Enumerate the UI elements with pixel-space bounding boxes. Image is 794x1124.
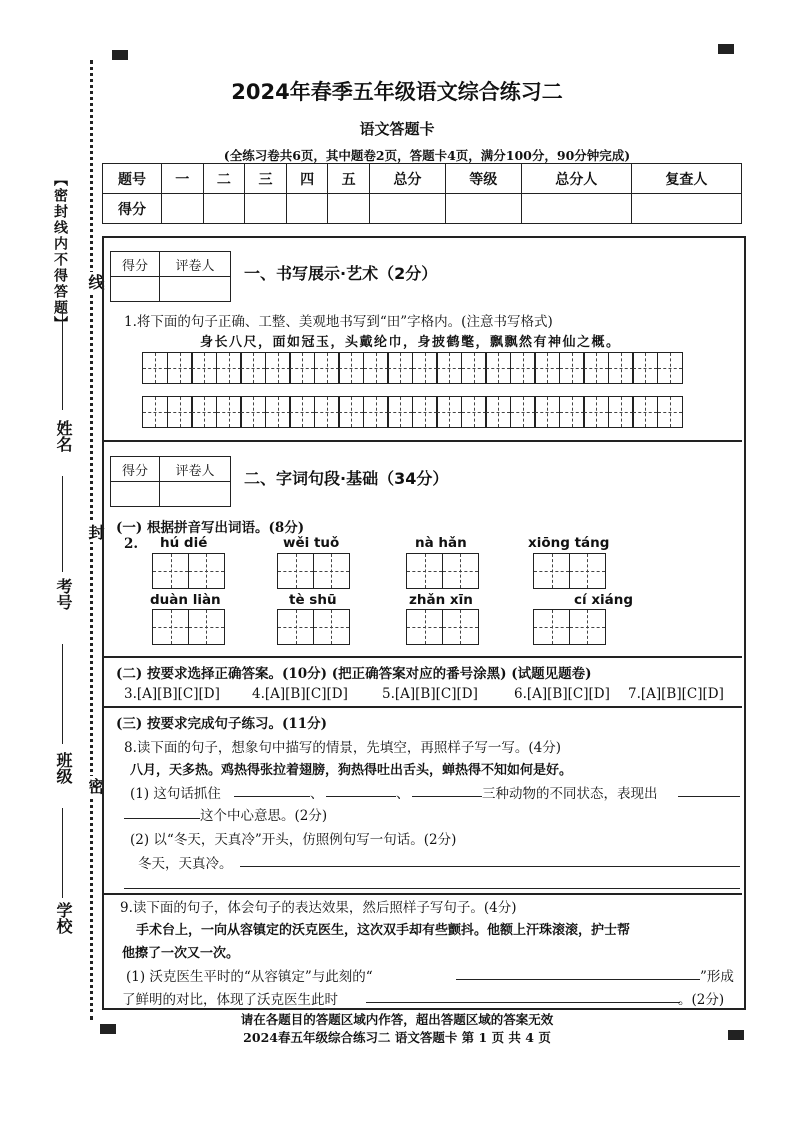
score-header-cell: 等级 [445,164,521,194]
section2-score-box [110,456,231,507]
tian-cell[interactable] [632,396,658,428]
score-cell[interactable] [245,194,287,224]
section-divider [104,440,742,442]
score-header-cell: 三 [245,164,287,194]
part-1-heading: (一) 根据拼音写出词语。(8分) [116,520,305,536]
score-cell[interactable] [162,194,204,224]
section1-score-field[interactable] [111,277,160,302]
tian-cell[interactable] [632,352,658,384]
q8-1-sep: 、 [310,786,324,802]
question-1-sentence: 身长八尺，面如冠玉，头戴纶巾，身披鹤氅，飘飘然有神仙之概。 [200,335,621,350]
tian-cell[interactable] [485,396,511,428]
word-answer-grid[interactable] [533,553,604,589]
q9-1-suffix: 。(2分) [678,992,725,1008]
tian-cell[interactable] [338,396,364,428]
word-answer-grid[interactable] [152,609,223,645]
question-8-text: 八月，天多热。鸡热得张拉着翅膀，狗热得吐出舌头，蝉热得不知如何是好。 [130,763,573,778]
score-cell[interactable] [286,194,328,224]
q8-2-prompt: (2) 以“冬天，天真冷”开头，仿照例句写一句话。(2分) [130,832,457,848]
tian-cell[interactable] [657,352,683,384]
q8-blank-theme-cont[interactable] [124,818,200,819]
question-2-number: 2. [124,536,139,552]
tian-cell[interactable] [461,396,487,428]
class-label: 班级 [54,752,73,784]
q8-2-start: 冬天，天真冷。 [138,856,233,872]
tian-cell[interactable] [167,396,193,428]
section1-grader-field[interactable] [160,277,231,302]
section-divider [104,893,742,895]
q8-1-suffix: 这个中心意思。(2分) [200,808,328,824]
score-row-label: 得分 [103,194,162,224]
score-header-cell: 复查人 [631,164,741,194]
grader-box-label: 评卷人 [160,457,231,482]
question-9-text-2: 他擦了一次又一次。 [122,946,240,961]
section1-score-box [110,251,231,302]
tian-cell[interactable] [167,352,193,384]
pinyin-label: hú dié [160,535,208,551]
class-field[interactable] [62,644,63,744]
tian-cell[interactable] [510,396,536,428]
tian-cell[interactable] [142,396,168,428]
question-1: 1.将下面的句子正确、工整、美观地书写到“田”字格内。(注意书写格式) [124,314,553,330]
q8-1-mid: 三种动物的不同状态，表现出 [482,786,658,802]
seal-word-xian: 线 [86,274,105,290]
score-header-cell: 总分 [369,164,445,194]
corner-marker-top-left [112,50,128,60]
pinyin-label: duàn liàn [150,592,221,608]
q9-blank-mood[interactable] [366,1002,680,1003]
tian-cell[interactable] [240,396,266,428]
tian-cell[interactable] [265,396,291,428]
q8-blank-theme[interactable] [678,796,740,797]
q9-1-prefix: (1) 沃克医生平时的“从容镇定”与此刻的“ [126,969,373,985]
q9-blank-now[interactable] [456,979,700,980]
tian-grid-row-1[interactable] [142,352,681,384]
tian-cell[interactable] [216,396,242,428]
choice-3[interactable]: 3.[A][B][C][D] [124,686,220,702]
tian-cell[interactable] [412,396,438,428]
word-answer-grid[interactable] [406,609,477,645]
score-cell[interactable] [328,194,370,224]
tian-cell[interactable] [583,396,609,428]
choice-4[interactable]: 4.[A][B][C][D] [252,686,348,702]
score-header-cell: 题号 [103,164,162,194]
footer-info: 2024春五年级综合练习二 语文答题卡 第 1 页 共 4 页 [243,1030,551,1045]
seal-note: 【密封线内不得答题】 [52,172,68,332]
score-header-cell: 总分人 [521,164,631,194]
q8-blank-animal-2[interactable] [326,796,396,797]
section2-heading: 二、字词句段·基础（34分） [244,469,449,488]
score-cell[interactable] [631,194,741,224]
word-answer-grid[interactable] [406,553,477,589]
tian-cell[interactable] [240,352,266,384]
tian-cell[interactable] [363,396,389,428]
tian-cell[interactable] [559,396,585,428]
tian-cell[interactable] [534,352,560,384]
tian-cell[interactable] [191,352,217,384]
card-subtitle: 语文答题卡 [359,120,435,138]
question-9-text-1: 手术台上，一向从容镇定的沃克医生，这次双手却有些颤抖。他额上汗珠滚滚，护士帮 [136,923,631,938]
q9-1-mid: ”形成 [700,969,734,985]
school-field[interactable] [62,808,63,898]
tian-cell[interactable] [363,352,389,384]
tian-cell[interactable] [583,352,609,384]
tian-cell[interactable] [657,396,683,428]
pinyin-label: nà hǎn [415,535,467,551]
q8-1-prefix: (1) 这句话抓住 [130,786,221,802]
tian-cell[interactable] [314,352,340,384]
q8-blank-animal-3[interactable] [412,796,482,797]
section-divider [104,706,742,708]
part-2-heading: (二) 按要求选择正确答案。(10分) (把正确答案对应的番号涂黑) (试题见题卷) [116,666,592,682]
tian-cell[interactable] [412,352,438,384]
tian-cell[interactable] [191,396,217,428]
question-9: 9.读下面的句子，体会句子的表达效果，然后照样子写句子。(4分) [120,900,517,916]
id-label: 考号 [54,578,73,610]
part-3-heading: (三) 按要求完成句子练习。(11分) [116,716,328,732]
score-box-label: 得分 [111,457,160,482]
tian-cell[interactable] [534,396,560,428]
school-label: 学校 [54,902,73,934]
id-field[interactable] [62,476,63,572]
tian-cell[interactable] [510,352,536,384]
name-label: 姓名 [54,420,73,452]
tian-cell[interactable] [608,352,634,384]
word-answer-grid[interactable] [533,609,604,645]
tian-cell[interactable] [461,352,487,384]
choice-5[interactable]: 5.[A][B][C][D] [382,686,478,702]
choice-7[interactable]: 7.[A][B][C][D] [628,686,724,702]
score-cell[interactable] [445,194,521,224]
tian-cell[interactable] [387,396,413,428]
score-cell[interactable] [369,194,445,224]
tian-cell[interactable] [436,396,462,428]
score-header-cell: 五 [328,164,370,194]
q8-1-sep: 、 [396,786,410,802]
score-table [102,163,742,224]
name-field[interactable] [62,310,63,410]
pinyin-label: zhǎn xīn [409,592,473,608]
section2-score-field[interactable] [111,482,160,507]
tian-cell[interactable] [338,352,364,384]
pinyin-label: cí xiáng [574,592,634,608]
score-header-cell: 一 [162,164,204,194]
q8-2-answer-line[interactable] [240,866,740,867]
tian-cell[interactable] [265,352,291,384]
tian-cell[interactable] [559,352,585,384]
tian-cell[interactable] [289,352,315,384]
choice-6[interactable]: 6.[A][B][C][D] [514,686,610,702]
seal-word-mi: 密 [86,778,105,794]
pinyin-label: xiōng táng [528,535,610,551]
word-answer-grid[interactable] [152,553,223,589]
corner-marker-top-right [718,44,734,54]
score-header-cell: 二 [203,164,245,194]
q8-2-answer-line[interactable] [124,888,740,889]
grader-box-label: 评卷人 [160,252,231,277]
exam-title: 2024年春季五年级语文综合练习二 [231,80,563,104]
score-header-cell: 四 [286,164,328,194]
pinyin-label: wěi tuǒ [283,535,340,551]
q8-blank-animal-1[interactable] [234,796,310,797]
tian-cell[interactable] [387,352,413,384]
tian-cell[interactable] [608,396,634,428]
score-box-label: 得分 [111,252,160,277]
pinyin-label: tè shū [289,592,337,608]
question-8: 8.读下面的句子，想象句中描写的情景，先填空，再照样子写一写。(4分) [124,740,562,756]
q9-1-cont: 了鲜明的对比，体现了沃克医生此时 [122,992,338,1008]
word-answer-grid[interactable] [277,553,348,589]
score-cell[interactable] [203,194,245,224]
tian-cell[interactable] [314,396,340,428]
tian-cell[interactable] [216,352,242,384]
section1-heading: 一、书写展示·艺术（2分） [244,264,438,283]
tian-grid-row-2[interactable] [142,396,681,428]
seal-word-feng: 封 [86,524,105,540]
tian-cell[interactable] [142,352,168,384]
footer-warning: 请在各题目的答题区域内作答，超出答题区域的答案无效 [240,1012,554,1027]
score-cell[interactable] [521,194,631,224]
tian-cell[interactable] [289,396,315,428]
tian-cell[interactable] [485,352,511,384]
tian-cell[interactable] [436,352,462,384]
word-answer-grid[interactable] [277,609,348,645]
section2-grader-field[interactable] [160,482,231,507]
section-divider [104,656,742,658]
exam-note: (全练习卷共6页，其中题卷2页，答题卡4页，满分100分，90分钟完成) [223,148,631,163]
